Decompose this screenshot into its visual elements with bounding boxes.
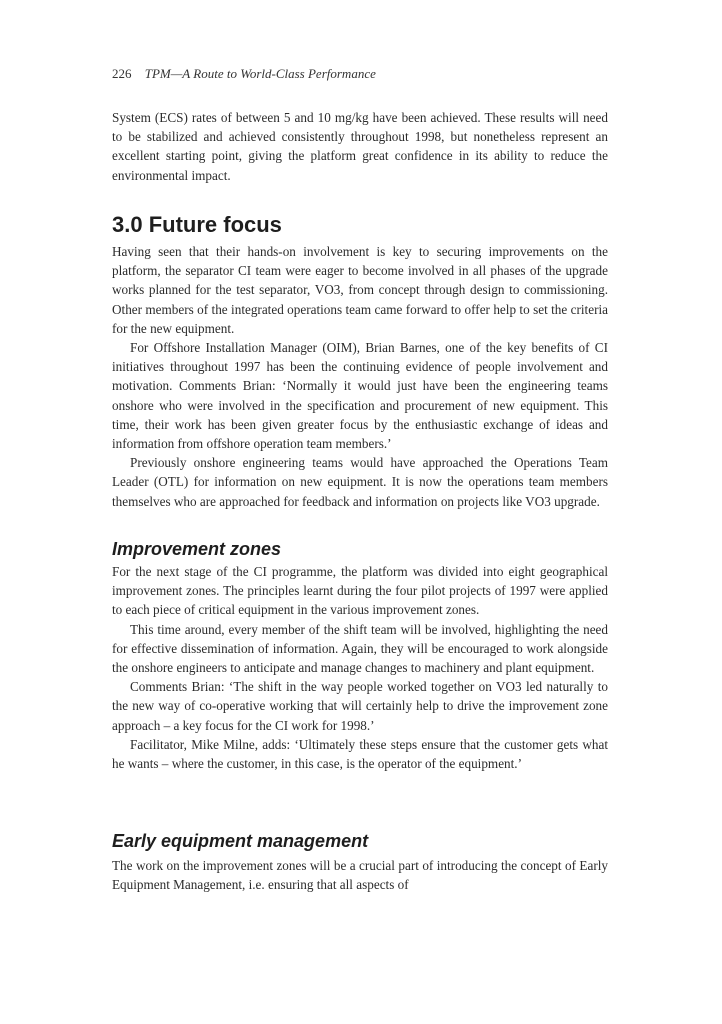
paragraph: Having seen that their hands-on involvement is key to securing improvements on the platform, the separator CI team were eager to become involved in all phases of the upgrade works planned for the test separator, VO3, from concept through design to commissioning. Other members of the integrated operations team came forward to offer help to set the criteria for the new equipment.	[112, 244, 608, 336]
paragraph: The work on the improvement zones will be a crucial part of introducing the concept of Early Equipment Management, i.e. ensuring that all aspects of	[112, 858, 608, 893]
subheading-early-equipment-management	[112, 830, 608, 852]
page-number: 226	[112, 66, 132, 81]
future-focus-body	[112, 242, 608, 511]
subsection-heading: Improvement zones	[112, 539, 282, 559]
paragraph: Previously onshore engineering teams would have approached the Operations Team Leader (OTL) for information on new equipment. It is now the operations team members themselves who are approached for feedback and information on projects like VO3 upgrade.	[112, 455, 608, 509]
paragraph: Facilitator, Mike Milne, adds: ‘Ultimately these steps ensure that the customer gets what he wants – where the customer, in this case, is the operator of the equipment.’	[112, 736, 608, 772]
early-equipment-body	[112, 856, 608, 894]
subheading-improvement-zones	[112, 538, 608, 560]
section-heading-future-focus	[112, 212, 608, 238]
book-title: TPM—A Route to World-Class Performance	[144, 66, 376, 81]
running-head	[112, 66, 376, 82]
subsection-heading: Early equipment management	[112, 831, 369, 851]
paragraph: Comments Brian: ‘The shift in the way people worked together on VO3 led naturally to the new way of co-operative working that will certainly help to drive the improvement zone approach – a key focus for the CI work for 1998.’	[112, 679, 608, 733]
paragraph: For Offshore Installation Manager (OIM), Brian Barnes, one of the key benefits of CI initiatives throughout 1997 has been the continuing evidence of people involvement and motivation. Comments Brian: ‘Normally it would just have been the engineering teams onshore who were involved in the specification and procurement of new equipment. This time, their work has been given greater focus by the enthusiastic exchange of ideas and information from offshore operation team members.’	[112, 340, 608, 452]
improvement-zones-body	[112, 562, 608, 773]
paragraph: For the next stage of the CI programme, the platform was divided into eight geographical improvement zones. The principles learnt during the four pilot projects of 1997 were applied to each piece of critical equipment in the various improvement zones.	[112, 564, 608, 618]
paragraph: This time around, every member of the shift team will be involved, highlighting the need for effective dissemination of information. Again, they will be encouraged to work alongside the onshore engineers to anticipate and manage changes to machinery and plant equipment.	[112, 621, 608, 676]
section-heading: 3.0 Future focus	[112, 212, 282, 237]
intro-section	[112, 108, 608, 185]
paragraph: System (ECS) rates of between 5 and 10 mg/kg have been achieved. These results will need to be stabilized and achieved consistently throughout 1998, but nonetheless represent an excellent starting point, giving the platform great confidence in its ability to reduce the environmental impact.	[112, 110, 608, 183]
